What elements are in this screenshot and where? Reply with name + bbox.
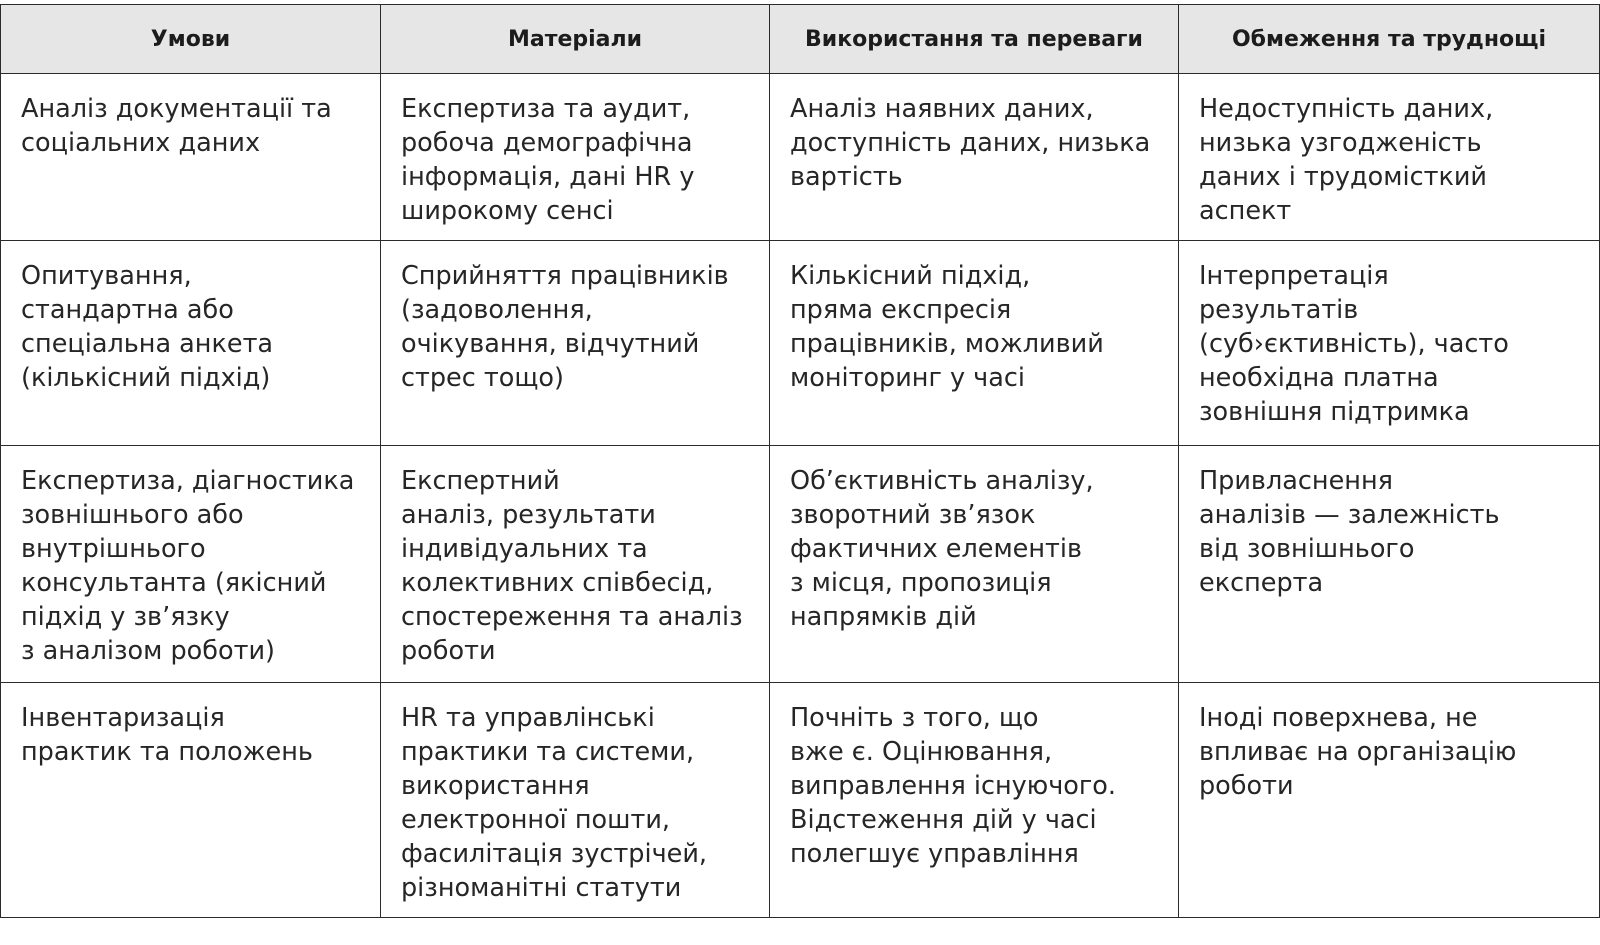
- cell-line: напрямків дій: [790, 602, 977, 632]
- cell-conditions: [1, 74, 381, 241]
- cell-materials: [381, 446, 770, 683]
- table-row: [1, 683, 1600, 918]
- header-benefits: Використання та переваги: [770, 5, 1179, 74]
- cell-line: зовнішня підтримка: [1199, 397, 1470, 427]
- cell-materials: [381, 683, 770, 918]
- cell-materials: [381, 241, 770, 446]
- cell-line: Аналіз наявних даних,: [790, 94, 1094, 124]
- cell-line: Об’єктивність аналізу,: [790, 466, 1094, 496]
- cell-line: практик та положень: [21, 737, 313, 767]
- header-conditions: Умови: [1, 5, 381, 74]
- cell-line: низька узгодженість: [1199, 128, 1482, 158]
- header-materials: Матеріали: [381, 5, 770, 74]
- cell-line: результатів: [1199, 295, 1359, 325]
- cell-line: Сприйняття працівників: [401, 261, 729, 291]
- cell-materials: [381, 74, 770, 241]
- table-row: [1, 241, 1600, 446]
- cell-line: широкому сенсі: [401, 196, 614, 226]
- table-body: [1, 74, 1600, 918]
- cell-limitations: [1179, 446, 1600, 683]
- cell-line: індивідуальних та: [401, 534, 648, 564]
- cell-line: Відстеження дій у часі: [790, 805, 1097, 835]
- cell-limitations: [1179, 683, 1600, 918]
- table-header: [1, 5, 1600, 74]
- cell-line: (кількісний підхід): [21, 363, 271, 393]
- cell-conditions: [1, 446, 381, 683]
- cell-conditions: [1, 683, 381, 918]
- cell-line: очікування, відчутний: [401, 329, 700, 359]
- cell-benefits: [770, 241, 1179, 446]
- cell-line: Експертиза та аудит,: [401, 94, 691, 124]
- cell-line: аналіз, результати: [401, 500, 656, 530]
- cell-line: (суб›єктивність), часто: [1199, 329, 1509, 359]
- cell-conditions: [1, 241, 381, 446]
- cell-line: фасилітація зустрічей,: [401, 839, 707, 869]
- cell-line: використання: [401, 771, 590, 801]
- cell-line: вже є. Оцінювання,: [790, 737, 1053, 767]
- cell-line: Кількісний підхід,: [790, 261, 1031, 291]
- cell-line: Експертний: [401, 466, 560, 496]
- header-row: [1, 5, 1600, 74]
- cell-line: з місця, пропозиція: [790, 568, 1052, 598]
- cell-line: соціальних даних: [21, 128, 261, 158]
- cell-line: (задоволення,: [401, 295, 593, 325]
- table-row: [1, 74, 1600, 241]
- cell-line: стандартна або: [21, 295, 234, 325]
- cell-line: моніторинг у часі: [790, 363, 1025, 393]
- cell-line: колективних співбесід,: [401, 568, 714, 598]
- cell-line: пряма експресія: [790, 295, 1012, 325]
- cell-line: полегшує управління: [790, 839, 1079, 869]
- cell-line: працівників, можливий: [790, 329, 1104, 359]
- cell-line: роботи: [401, 636, 496, 666]
- cell-line: Інтерпретація: [1199, 261, 1389, 291]
- header-limitations: Обмеження та труднощі: [1179, 5, 1600, 74]
- cell-line: Почніть з того, що: [790, 703, 1039, 733]
- cell-line: внутрішнього: [21, 534, 206, 564]
- cell-line: аспект: [1199, 196, 1292, 226]
- cell-limitations: [1179, 241, 1600, 446]
- cell-line: вартість: [790, 162, 903, 192]
- cell-line: практики та системи,: [401, 737, 695, 767]
- cell-line: від зовнішнього: [1199, 534, 1415, 564]
- cell-line: впливає на організацію: [1199, 737, 1517, 767]
- cell-line: експерта: [1199, 568, 1324, 598]
- cell-line: з аналізом роботи): [21, 636, 275, 666]
- cell-limitations: [1179, 74, 1600, 241]
- cell-benefits: [770, 446, 1179, 683]
- cell-line: спеціальна анкета: [21, 329, 274, 359]
- cell-line: необхідна платна: [1199, 363, 1439, 393]
- cell-line: Привласнення: [1199, 466, 1393, 496]
- cell-line: електронної пошти,: [401, 805, 670, 835]
- cell-line: Інвентаризація: [21, 703, 225, 733]
- cell-line: даних і трудомісткий: [1199, 162, 1487, 192]
- cell-line: підхід у зв’язку: [21, 602, 230, 632]
- cell-line: консультанта (якісний: [21, 568, 327, 598]
- cell-benefits: [770, 683, 1179, 918]
- cell-line: Експертиза, діагностика: [21, 466, 355, 496]
- cell-line: Аналіз документації та: [21, 94, 332, 124]
- cell-line: Недоступність даних,: [1199, 94, 1494, 124]
- comparison-table: [0, 4, 1600, 918]
- cell-line: доступність даних, низька: [790, 128, 1151, 158]
- cell-line: фактичних елементів: [790, 534, 1083, 564]
- cell-benefits: [770, 74, 1179, 241]
- cell-line: стрес тощо): [401, 363, 564, 393]
- cell-line: виправлення існуючого.: [790, 771, 1116, 801]
- cell-line: Іноді поверхнева, не: [1199, 703, 1478, 733]
- table-row: [1, 446, 1600, 683]
- cell-line: Опитування,: [21, 261, 192, 291]
- cell-line: спостереження та аналіз: [401, 602, 743, 632]
- cell-line: HR та управлінські: [401, 703, 655, 733]
- cell-line: робоча демографічна: [401, 128, 693, 158]
- cell-line: різноманітні статути: [401, 873, 682, 903]
- cell-line: зовнішнього або: [21, 500, 244, 530]
- cell-line: інформація, дані HR у: [401, 162, 695, 192]
- cell-line: аналізів — залежність: [1199, 500, 1500, 530]
- cell-line: зворотний зв’язок: [790, 500, 1036, 530]
- cell-line: роботи: [1199, 771, 1294, 801]
